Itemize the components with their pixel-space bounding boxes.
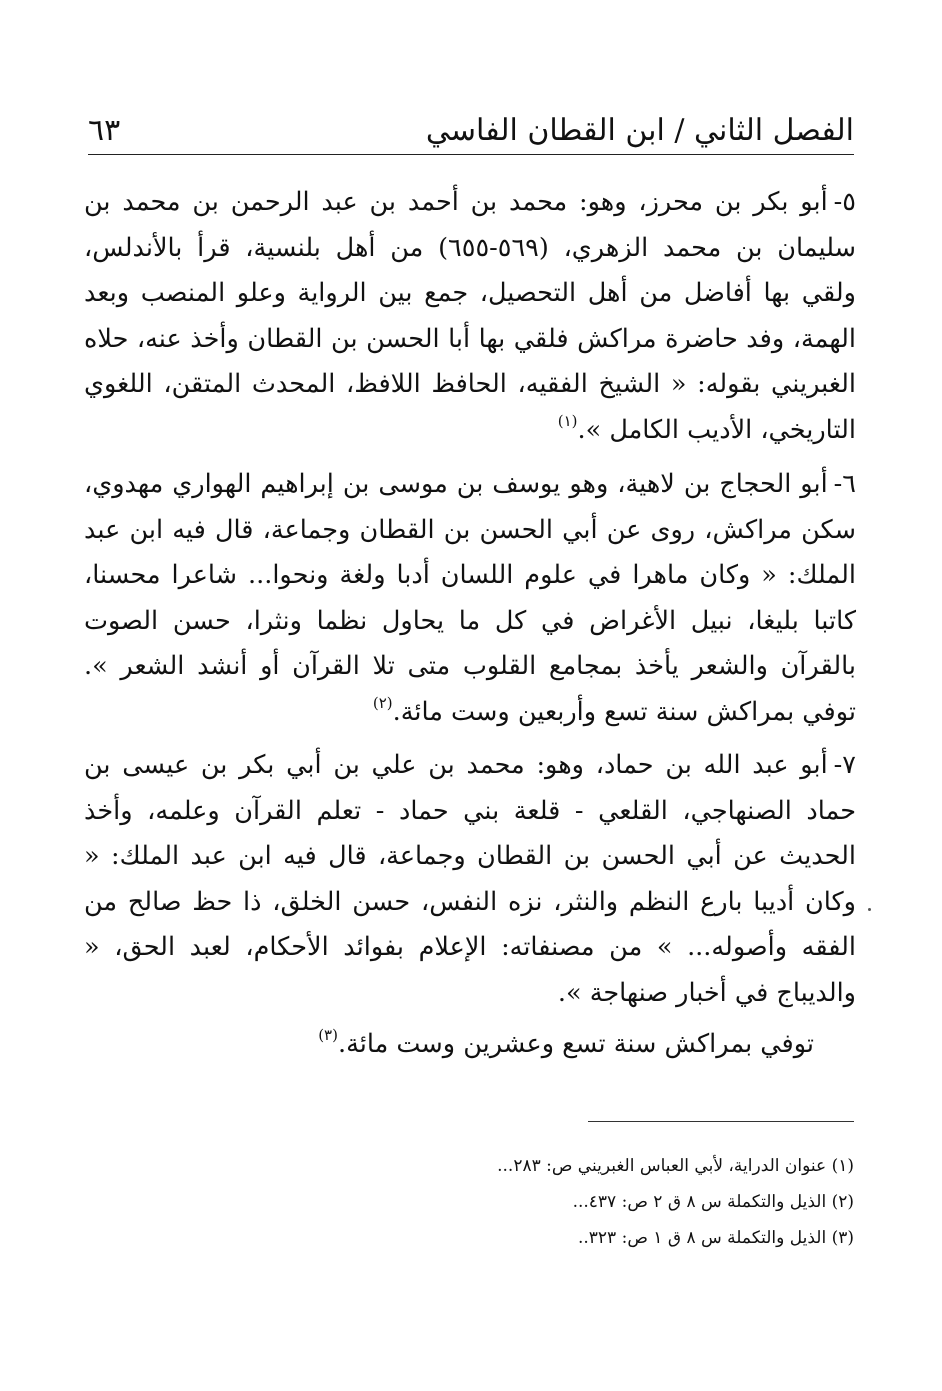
entry-number: ٦- bbox=[833, 469, 856, 499]
footnote-1: (١) عنوان الدراية، لأبي العباس الغبريني ص: ٢٨٣... bbox=[497, 1156, 854, 1176]
scan-speck bbox=[868, 908, 871, 911]
entry-number: ٧- bbox=[833, 750, 856, 780]
footnote-reference: (٢) bbox=[372, 693, 393, 712]
footnote-2: (٢) الذيل والتكملة س ٨ ق ٢ ص: ٤٣٧... bbox=[572, 1192, 854, 1212]
death-note bbox=[318, 1022, 814, 1068]
footnotes bbox=[497, 1148, 854, 1256]
biography-entry-7 bbox=[84, 743, 856, 1016]
death-note-text: توفي بمراكش سنة تسع وعشرين وست مائة. bbox=[337, 1029, 814, 1059]
biography-entry-5 bbox=[84, 180, 856, 453]
entry-text: أبو الحجاج بن لاهية، وهو يوسف بن موسى بن إبراهيم الهواري مهدوي، سكن مراكش، روى عن أبي الحسن بن القطان وجماعة، قال فيه ابن عبد الملك: « وكان ماهرا في علوم اللسان أدبا ولغة ونحوا... شاعرا محسنا، كاتبا بليغا، نبيل الأغراض في كل ما يحاول نظما ونثرا، حسن الصوت بالقرآن والشعر يأخذ بمجامع القلوب متى تلا القرآن أو أنشد الشعر ». توفي بمراكش سنة تسع وأربعين وست مائة. bbox=[84, 469, 856, 727]
entry-number: ٥- bbox=[833, 187, 856, 217]
chapter-title: الفصل الثاني / ابن القطان الفاسي bbox=[425, 113, 854, 148]
page-number: ٦٣ bbox=[88, 113, 121, 148]
biography-entry-6 bbox=[84, 462, 856, 735]
entry-text: أبو بكر بن محرز، وهو: محمد بن أحمد بن عبد الرحمن بن محمد بن سليمان بن محمد الزهري، (٥٦٩-٦٥٥) من أهل بلنسية، قرأ بالأندلس، ولقي بها أفاضل من أهل التحصيل، جمع بين الرواية وعلو المنصب وبعد الهمة، وفد حاضرة مراكش فلقي بها أبا الحسن بن القطان وأخذ عنه، حلاه الغبريني بقوله: « الشيخ الفقيه، الحافظ اللافظ، المحدث المتقن، اللغوي التاريخي، الأديب الكامل ». bbox=[84, 187, 857, 445]
entry-text: أبو عبد الله بن حماد، وهو: محمد بن علي بن أبي بكر بن عيسى بن حماد الصنهاجي، القلعي - قلعة بني حماد - تعلم القرآن وعلمه، وأخذ الحديث عن أبي الحسن بن القطان وجماعة، قال فيه ابن عبد الملك: « وكان أديبا بارع النظم والنثر، نزه النفس، حسن الخلق، ذا حظ صالح من الفقه وأصوله... » من مصنفاته: الإعلام بفوائد الأحكام، لعبد الحق، « والديباج في أخبار صنهاجة ». bbox=[84, 750, 856, 1008]
footnote-3: (٣) الذيل والتكملة س ٨ ق ١ ص: ٣٢٣.. bbox=[577, 1228, 854, 1248]
running-header bbox=[88, 98, 854, 155]
footnote-reference: (١) bbox=[557, 411, 578, 430]
footnote-divider bbox=[588, 1121, 854, 1122]
footnote-reference: (٣) bbox=[318, 1026, 338, 1044]
